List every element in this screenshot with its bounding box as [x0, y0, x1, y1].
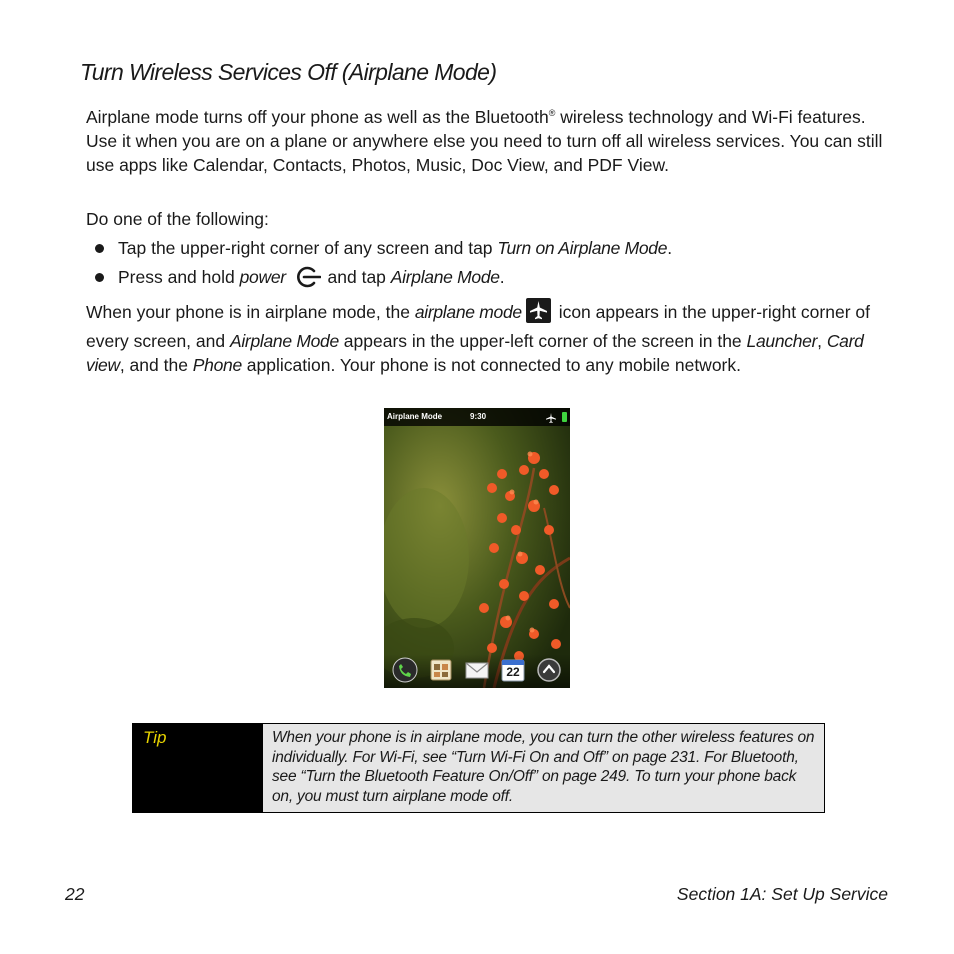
section-heading: Turn Wireless Services Off (Airplane Mode) — [80, 59, 497, 85]
power-icon — [295, 265, 321, 295]
bullet-item-tap-corner: Tap the upper-right corner of any screen and tap Turn on Airplane Mode. — [95, 236, 672, 260]
tip-label: Tip — [133, 724, 263, 812]
section-footer: Section 1A: Set Up Service — [676, 884, 888, 904]
status-bar — [384, 408, 570, 426]
quick-launch-dock — [384, 654, 570, 688]
phone-screenshot — [384, 408, 570, 688]
calendar-icon[interactable] — [500, 657, 526, 683]
page-number: 22 — [65, 884, 85, 904]
status-time: 9:30 — [470, 412, 487, 421]
bullet-item-press-power: Press and hold power and tap Airplane Mode. — [95, 265, 505, 295]
flower-wallpaper — [384, 408, 570, 688]
battery-icon — [562, 412, 567, 422]
bullet-dot-icon — [95, 244, 104, 253]
contacts-icon[interactable] — [428, 657, 454, 683]
launcher-icon[interactable] — [536, 657, 562, 683]
tip-box — [132, 723, 825, 813]
status-paragraph: When your phone is in airplane mode, the airplane mode icon appears in the upper-right corner of every screen, and Airplane Mode appears in the upper-left corner of the screen in the Launcher, Card view, and the Phone application. Your phone is not connected to any mobile network. — [86, 298, 891, 377]
registered-mark: ® — [548, 108, 556, 118]
calendar-day-number: 22 — [506, 665, 520, 679]
airplane-mode-term: Airplane Mode — [390, 267, 500, 287]
status-mode-label: Airplane Mode — [387, 412, 443, 421]
instruction-lead: Do one of the following: — [86, 209, 269, 229]
bullet-dot-icon — [95, 273, 104, 282]
intro-paragraph: Airplane mode turns off your phone as well as the Bluetooth® wireless technology and Wi-Fi features. Use it when you are on a plane or anywhere else you need to turn off all wireless services. You can still use apps like Calendar, Contacts, Photos, Music, Doc View, and PDF View. — [86, 106, 883, 175]
menu-term: Turn on Airplane Mode — [497, 238, 668, 258]
airplane-mode-icon — [526, 298, 551, 329]
power-term: power — [239, 267, 286, 287]
email-icon[interactable] — [464, 657, 490, 683]
status-airplane-icon — [546, 412, 556, 430]
tip-text: When your phone is in airplane mode, you can turn the other wireless features on individually. For Wi-Fi, see “Turn Wi-Fi On and Off” on page 231. For Bluetooth, see “Turn the Bluetooth Feature On/Off” on page 249. To turn your phone back on, you must turn airplane mode off. — [263, 724, 824, 812]
phone-icon[interactable] — [392, 657, 418, 683]
